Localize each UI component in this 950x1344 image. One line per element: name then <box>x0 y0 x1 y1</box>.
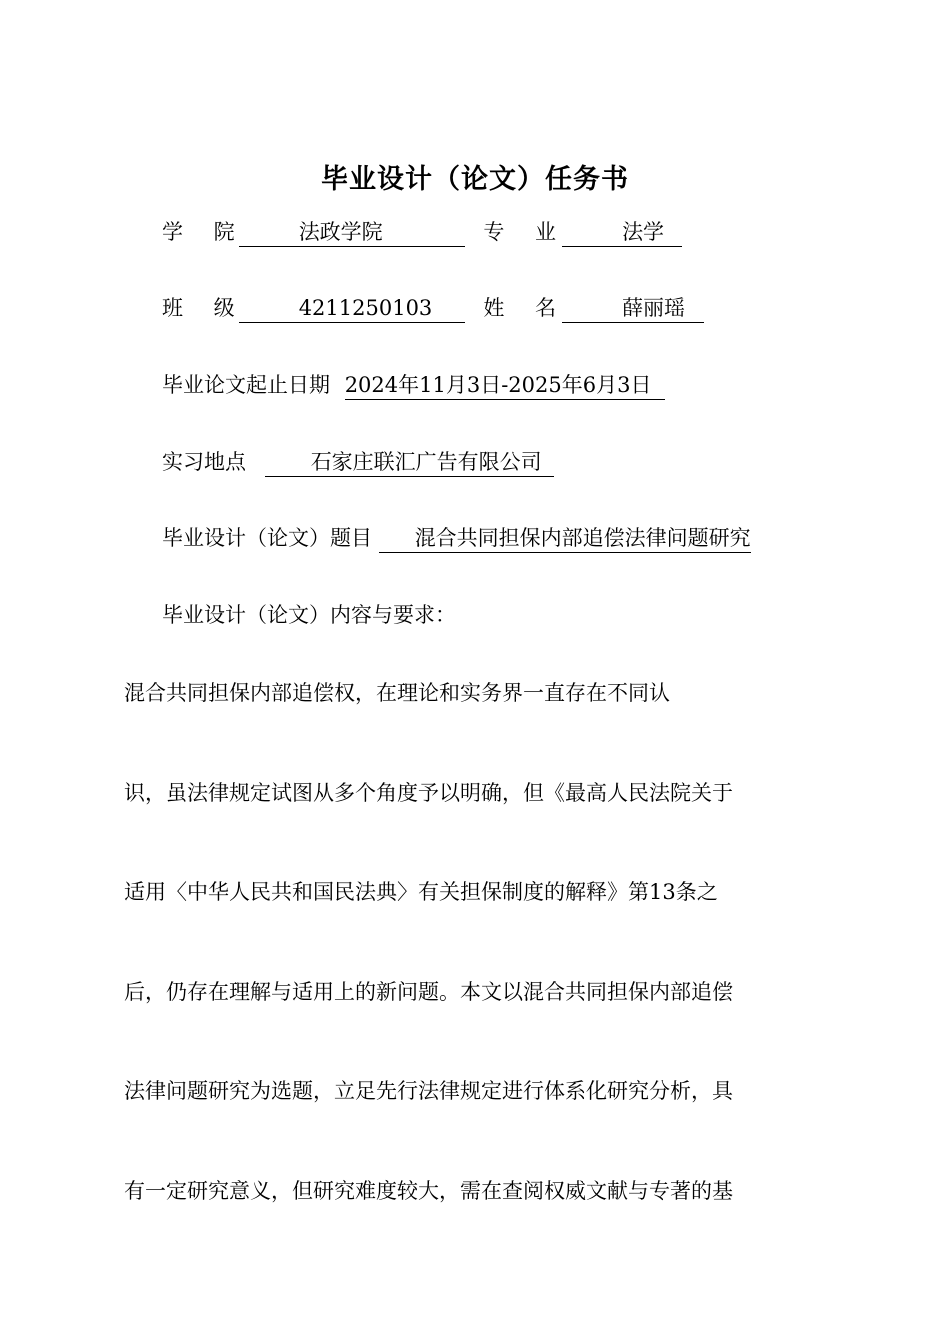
major-value: 法学 <box>622 220 665 244</box>
location-field <box>265 449 554 477</box>
college-major-row <box>162 217 682 247</box>
body-line: 有一定研究意义，但研究难度较大，需在查阅权威文献与专著的基 <box>124 1179 733 1203</box>
topic-label: 毕业设计（论文）题目 <box>162 526 372 550</box>
major-label: 专 业 <box>483 220 569 244</box>
body-line: 识，虽法律规定试图从多个角度予以明确，但《最高人民法院关于 <box>124 781 733 805</box>
dates-value: 2024年11月3日-2025年6月3日 <box>344 373 652 397</box>
class-name-row <box>162 293 704 323</box>
name-value: 薛丽瑶 <box>622 296 686 320</box>
class-label: 班 级 <box>162 296 247 320</box>
college-field <box>239 219 465 247</box>
body-line: 法律问题研究为选题，立足先行法律规定进行体系化研究分析，具 <box>124 1079 733 1103</box>
location-label: 实习地点 <box>162 450 246 474</box>
class-value: 4211250103 <box>298 296 433 320</box>
document-title: 毕业设计（论文）任务书 <box>321 164 629 195</box>
college-value: 法政学院 <box>298 220 383 244</box>
topic-field <box>379 525 751 553</box>
topic-row <box>162 523 751 553</box>
topic-value: 混合共同担保内部追偿法律问题研究 <box>414 526 751 550</box>
body-line: 适用〈中华人民共和国民法典〉有关担保制度的解释》第13条之 <box>124 880 718 904</box>
name-field <box>562 295 704 323</box>
content-label: 毕业设计（论文）内容与要求： <box>162 603 456 627</box>
dates-field <box>345 372 666 400</box>
class-field <box>239 295 465 323</box>
body-line: 混合共同担保内部追偿权，在理论和实务界一直存在不同认 <box>124 681 670 705</box>
location-value: 石家庄联汇广告有限公司 <box>310 450 542 474</box>
dates-label: 毕业论文起止日期 <box>162 373 330 397</box>
college-label: 学 院 <box>162 220 247 244</box>
body-line: 后，仍存在理解与适用上的新问题。本文以混合共同担保内部追偿 <box>124 980 733 1004</box>
content-heading-row <box>162 600 456 630</box>
name-label: 姓 名 <box>483 296 569 320</box>
major-field <box>562 219 682 247</box>
dates-row <box>162 370 665 400</box>
location-row <box>162 447 554 477</box>
